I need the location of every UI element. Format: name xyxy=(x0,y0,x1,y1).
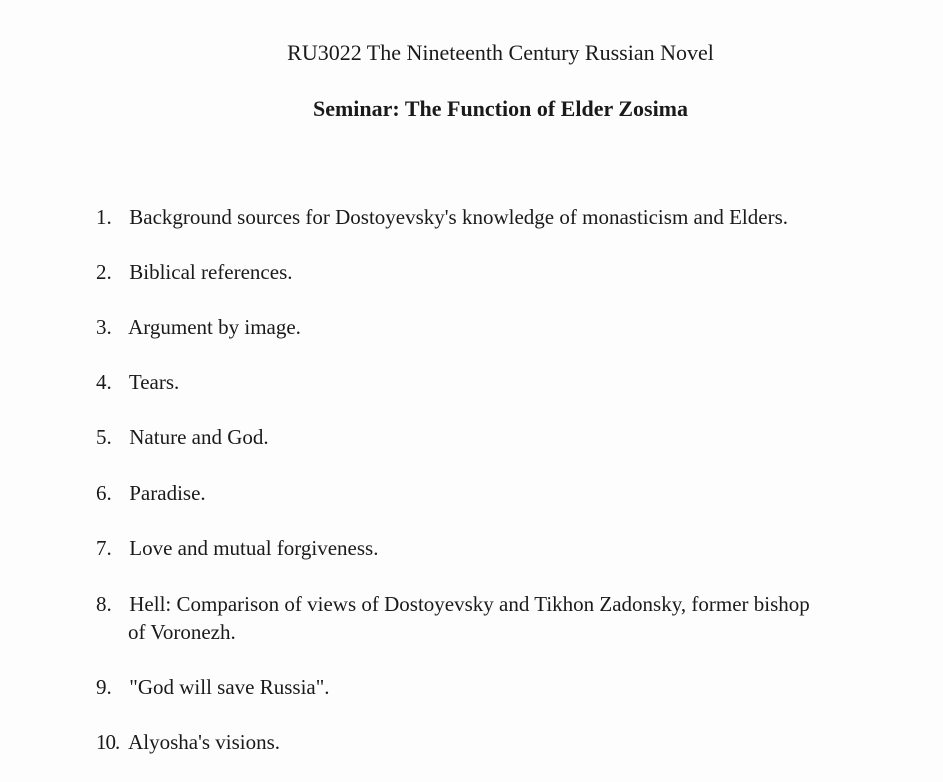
list-item xyxy=(96,728,916,756)
item-text-continuation: of Voronezh. xyxy=(128,620,236,644)
item-number: 7. xyxy=(96,536,112,560)
item-text: "God will save Russia". xyxy=(129,675,330,699)
item-number: 9. xyxy=(96,675,112,699)
list-item xyxy=(96,590,916,646)
item-text: Argument by image. xyxy=(128,315,301,339)
item-text: Paradise. xyxy=(129,481,206,505)
list-item xyxy=(96,368,916,396)
list-item xyxy=(96,534,916,562)
list-item xyxy=(96,673,916,701)
list-item xyxy=(96,203,916,231)
item-number: 5. xyxy=(96,425,112,449)
item-number: 1. xyxy=(96,205,112,229)
item-number: 2. xyxy=(96,260,112,284)
list-item xyxy=(96,479,916,507)
item-text: Biblical references. xyxy=(129,260,293,284)
course-title: RU3022 The Nineteenth Century Russian Novel xyxy=(287,40,714,65)
item-text: Love and mutual forgiveness. xyxy=(129,536,379,560)
item-number: 10. xyxy=(96,730,120,754)
item-text: Alyosha's visions. xyxy=(128,730,281,754)
item-text: Tears. xyxy=(128,370,180,394)
item-number: 3. xyxy=(96,315,112,339)
item-number: 6. xyxy=(96,481,112,505)
item-number: 8. xyxy=(96,592,112,616)
list-item xyxy=(96,258,916,286)
item-text: Nature and God. xyxy=(129,425,269,449)
list-item xyxy=(96,423,916,451)
item-text: Background sources for Dostoyevsky's knowledge of monasticism and Elders. xyxy=(129,205,788,229)
list-item xyxy=(96,313,916,341)
seminar-title: Seminar: The Function of Elder Zosima xyxy=(312,96,689,121)
item-text: Hell: Comparison of views of Dostoyevsky and Tikhon Zadonsky, former bishop xyxy=(129,592,810,616)
item-number: 4. xyxy=(96,370,112,394)
